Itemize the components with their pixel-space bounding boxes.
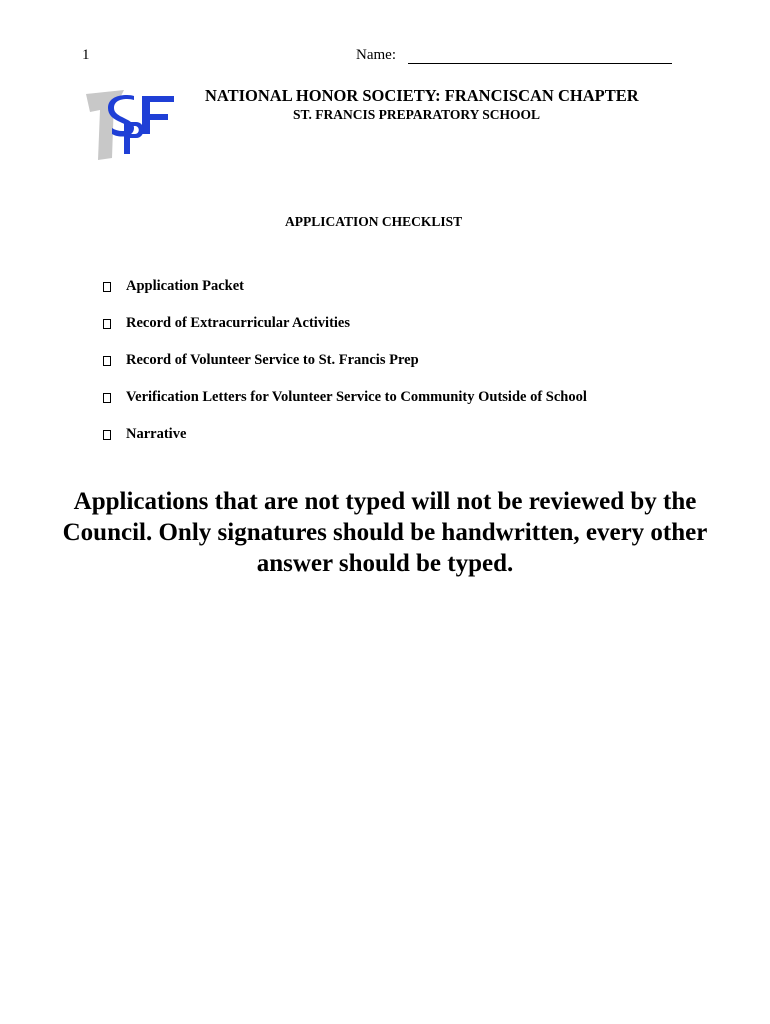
checklist-title: APPLICATION CHECKLIST xyxy=(285,214,463,229)
checklist-item-label: Record of Extracurricular Activities xyxy=(126,315,351,331)
checkbox[interactable] xyxy=(103,393,111,403)
typing-requirement-notice: Applications that are not typed will not be reviewed by the Council. Only signatures should be handwritten, every other answer should be typed. xyxy=(62,488,708,577)
checklist-item-label: Narrative xyxy=(126,426,187,442)
organization-title: NATIONAL HONOR SOCIETY: FRANCISCAN CHAPTER xyxy=(205,86,639,105)
logo-graphic xyxy=(84,88,176,162)
application-checklist xyxy=(103,268,587,453)
checklist-item-label: Verification Letters for Volunteer Service to Community Outside of School xyxy=(126,389,587,405)
name-blank-line[interactable] xyxy=(408,48,672,64)
checklist-item-narrative xyxy=(103,416,587,453)
checklist-item-label: Record of Volunteer Service to St. Francis Prep xyxy=(126,352,419,368)
logo-letter-f xyxy=(142,96,174,134)
school-logo xyxy=(84,88,176,162)
checkbox[interactable] xyxy=(103,430,111,440)
checklist-item-label: Application Packet xyxy=(126,278,245,294)
checkbox[interactable] xyxy=(103,282,111,292)
checklist-item-volunteer-sfp xyxy=(103,342,587,379)
checklist-item-extracurricular xyxy=(103,305,587,342)
checkbox[interactable] xyxy=(103,319,111,329)
school-name: ST. FRANCIS PREPARATORY SCHOOL xyxy=(293,107,541,122)
checkbox[interactable] xyxy=(103,356,111,366)
name-field xyxy=(356,47,672,64)
name-label: Name: xyxy=(356,47,396,63)
checklist-item-application-packet xyxy=(103,268,587,305)
checklist-item-verification-letters xyxy=(103,379,587,416)
page-number: 1 xyxy=(82,47,90,63)
